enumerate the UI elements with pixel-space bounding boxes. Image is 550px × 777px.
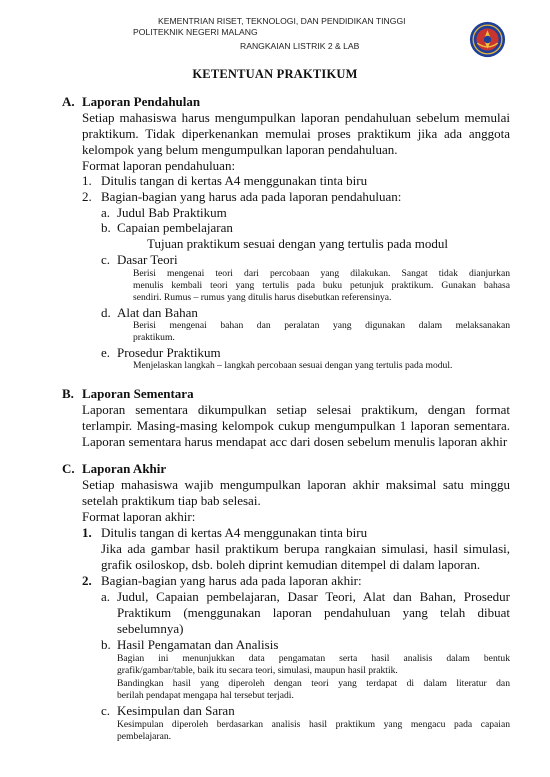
list-number: 1.	[82, 173, 92, 188]
sublist-description: sendiri. Rumus – rumus yang ditulis harus disebutkan referensinya.	[133, 292, 392, 303]
sublist-description: berilah pendapat mengapa hal tersebut terjadi.	[117, 690, 294, 701]
sublist-item: Prosedur Praktikum	[117, 345, 221, 360]
header-course: RANGKAIAN LISTRIK 2 & LAB	[240, 41, 360, 51]
section-c-letter: C.	[62, 461, 75, 476]
list-number: 2.	[82, 573, 92, 588]
section-c-heading: Laporan Akhir	[82, 461, 167, 476]
section-a-letter: A.	[62, 94, 75, 109]
page-title: KETENTUAN PRAKTIKUM	[192, 67, 358, 81]
list-item: Bagian-bagian yang harus ada pada laporan pendahuluan:	[101, 189, 402, 204]
sublist-letter: b.	[101, 637, 111, 652]
sublist-item: Judul, Capaian pembelajaran, Dasar Teori, Alat dan Bahan, Prosedur	[117, 589, 510, 604]
sublist-description: Bandingkan hasil yang diperoleh dengan teori yang terdapat di dalam literatur dan	[117, 678, 510, 689]
header-ministry: KEMENTRIAN RISET, TEKNOLOGI, DAN PENDIDIKAN TINGGI	[158, 16, 406, 26]
sublist-description: pembelajaran.	[117, 731, 172, 742]
sublist-letter: e.	[101, 345, 111, 360]
sublist-letter: a.	[101, 205, 111, 220]
section-b-paragraph-line: Laporan sementara harus mendapat acc dari dosen sebelum menulis laporan akhir	[82, 434, 508, 449]
sublist-item: Dasar Teori	[117, 252, 178, 267]
sublist-description: praktikum.	[133, 332, 175, 343]
list-item: Ditulis tangan di kertas A4 menggunakan tinta biru	[101, 173, 368, 188]
sublist-item: Praktikum (menggunakan laporan pendahuluan yang telah dibuat	[117, 605, 510, 620]
list-number: 1.	[82, 525, 92, 540]
list-item-description: grafik osiloskop, dsb. boleh diprint kemudian ditempel di dalam laporan.	[101, 557, 481, 572]
section-c-format-label: Format laporan akhir:	[82, 509, 196, 524]
sublist-item: Judul Bab Praktikum	[117, 205, 227, 220]
sublist-description: menulis kembali teori yang tertulis pada buku petunjuk praktikum. Gunakan bahasa	[133, 280, 510, 291]
section-a-format-label: Format laporan pendahuluan:	[82, 158, 236, 173]
list-number: 2.	[82, 189, 92, 204]
section-a-paragraph-line: Setiap mahasiswa harus mengumpulkan laporan pendahuluan sebelum memulai	[82, 110, 510, 125]
header-institution: POLITEKNIK NEGERI MALANG	[133, 27, 258, 37]
sublist-description: Tujuan praktikum sesuai dengan yang tertulis pada modul	[147, 236, 448, 251]
sublist-description: Berisi mengenai bahan dan peralatan yang digunakan dalam melaksanakan	[133, 320, 510, 331]
sublist-description: grafik/gambar/table, baik itu secara teori, simulasi, maupun hasil praktik.	[117, 665, 398, 676]
list-item-description: Jika ada gambar hasil praktikum berupa rangkaian simulasi, hasil simulasi,	[101, 541, 510, 556]
section-b-letter: B.	[62, 386, 74, 401]
sublist-description: Bagian ini menunjukkan data pengamatan serta hasil analisis dalam bentuk	[117, 653, 510, 664]
sublist-letter: d.	[101, 305, 111, 320]
sublist-item: sebelumnya)	[117, 621, 184, 636]
section-b-paragraph-line: terlampir. Masing-masing kelompok cukup mengumpulkan 1 laporan sementara.	[82, 418, 510, 433]
section-a-paragraph-line: praktikum. Tidak diperkenankan memulai proses praktikum jika ada anggota	[82, 126, 510, 141]
list-item: Ditulis tangan di kertas A4 menggunakan tinta biru	[101, 525, 368, 540]
sublist-letter: a.	[101, 589, 111, 604]
sublist-description: Menjelaskan langkah – langkah percobaan sesuai dengan yang tertulis pada modul.	[133, 360, 453, 371]
polinema-logo-icon	[469, 21, 506, 58]
sublist-item: Alat dan Bahan	[117, 305, 198, 320]
section-b-heading: Laporan Sementara	[82, 386, 194, 401]
sublist-item: Capaian pembelajaran	[117, 220, 233, 235]
sublist-letter: c.	[101, 252, 111, 267]
sublist-description: Berisi mengenai teori dari percobaan yang dilakukan. Sangat tidak dianjurkan	[133, 268, 510, 279]
section-a-heading: Laporan Pendahulan	[82, 94, 201, 109]
section-c-paragraph-line: Setiap mahasiswa wajib mengumpulkan laporan akhir maksimal satu minggu	[82, 477, 510, 492]
section-a-paragraph-line: kelompok yang belum mengumpulkan laporan pendahuluan.	[82, 142, 398, 157]
sublist-letter: b.	[101, 220, 111, 235]
sublist-description: Kesimpulan diperoleh berdasarkan analisis hasil praktikum yang mengacu pada capaian	[117, 719, 510, 730]
section-c-paragraph-line: setelah praktikum tiap bab selesai.	[82, 493, 261, 508]
sublist-letter: c.	[101, 703, 111, 718]
section-b-paragraph-line: Laporan sementara dikumpulkan setiap selesai praktikum, dengan format	[82, 402, 510, 417]
list-item: Bagian-bagian yang harus ada pada laporan akhir:	[101, 573, 362, 588]
sublist-item: Hasil Pengamatan dan Analisis	[117, 637, 279, 652]
sublist-item: Kesimpulan dan Saran	[117, 703, 235, 718]
